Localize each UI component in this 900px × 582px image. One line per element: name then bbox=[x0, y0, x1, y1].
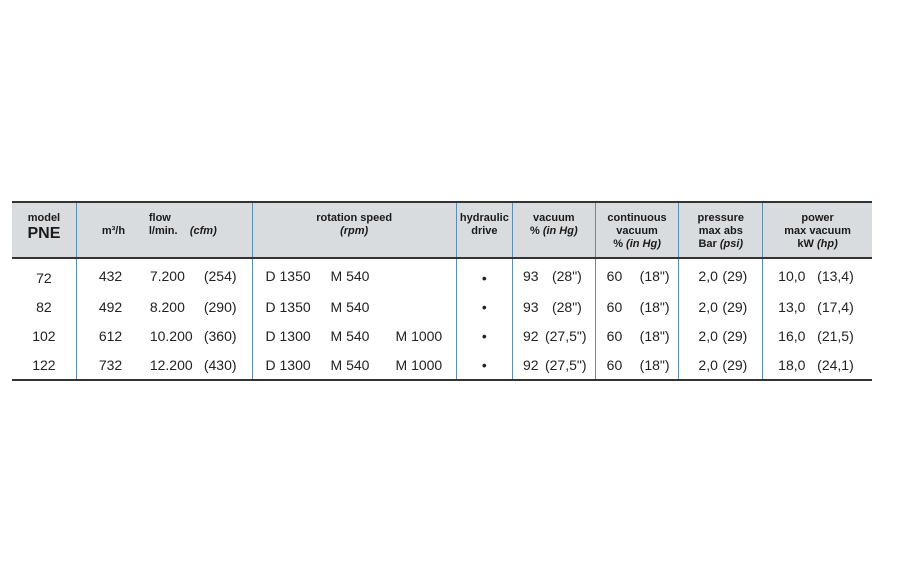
flow-lmin: 12.200 bbox=[149, 356, 193, 373]
continuous-header bbox=[595, 202, 679, 258]
power-line1: power bbox=[801, 212, 834, 224]
power-kw: 13,0 bbox=[778, 298, 806, 315]
speed-d: D 1300 bbox=[265, 327, 311, 344]
continuous-unit-prefix: % bbox=[613, 238, 627, 250]
flow-cell bbox=[76, 350, 252, 380]
power-line2: max vacuum bbox=[784, 225, 851, 237]
flow-cell bbox=[76, 258, 252, 292]
model-label: model bbox=[27, 212, 61, 224]
speed-cell bbox=[252, 321, 456, 350]
flow-lmin: 7.200 bbox=[149, 267, 185, 284]
pressure-psi: (29) bbox=[722, 267, 748, 284]
power-hp: (21,5) bbox=[817, 327, 854, 344]
rotation-title: rotation speed bbox=[316, 212, 393, 224]
model-cell: 102 bbox=[32, 327, 56, 344]
model-cell: 82 bbox=[36, 298, 52, 315]
speed-d: D 1300 bbox=[265, 356, 311, 373]
flow-title: flow bbox=[148, 212, 171, 224]
pressure-cell bbox=[679, 292, 763, 321]
speed-cell bbox=[252, 350, 456, 380]
speed-d: D 1350 bbox=[265, 298, 311, 315]
vacuum-unit: (in Hg) bbox=[542, 225, 578, 237]
continuous-inhg: (18") bbox=[639, 267, 670, 284]
power-cell bbox=[763, 321, 872, 350]
hydraulic-header bbox=[456, 202, 512, 258]
power-hp: (24,1) bbox=[817, 356, 854, 373]
vacuum-cell bbox=[512, 350, 595, 380]
table-row bbox=[12, 292, 872, 321]
pressure-cell bbox=[679, 350, 763, 380]
pressure-line1: pressure bbox=[697, 212, 745, 224]
vacuum-inhg: (28") bbox=[551, 298, 582, 315]
power-cell bbox=[763, 292, 872, 321]
pressure-bar: 2,0 bbox=[698, 356, 718, 373]
continuous-inhg: (18") bbox=[639, 298, 670, 315]
power-unit-prefix: kW bbox=[797, 238, 817, 250]
speed-m: M 540 bbox=[330, 298, 370, 315]
power-hp: (17,4) bbox=[817, 298, 854, 315]
header-row bbox=[12, 202, 872, 258]
continuous-value: 60 bbox=[606, 356, 623, 373]
vacuum-cell bbox=[512, 292, 595, 321]
continuous-line2: vacuum bbox=[616, 225, 658, 237]
drive-cell: • bbox=[456, 321, 512, 350]
flow-m3h-label: m³/h bbox=[101, 225, 126, 237]
vacuum-cell bbox=[512, 321, 595, 350]
drive-cell: • bbox=[456, 350, 512, 380]
flow-m3h: 612 bbox=[98, 327, 123, 344]
pressure-cell bbox=[679, 321, 763, 350]
continuous-inhg: (18") bbox=[639, 356, 670, 373]
pressure-bar: 2,0 bbox=[698, 267, 718, 284]
flow-m3h: 732 bbox=[98, 356, 123, 373]
continuous-value: 60 bbox=[606, 267, 623, 284]
spec-table bbox=[12, 201, 872, 381]
continuous-inhg: (18") bbox=[639, 327, 670, 344]
hydraulic-line2: drive bbox=[471, 225, 498, 237]
continuous-unit: (in Hg) bbox=[626, 238, 661, 250]
speed-m2: M 1000 bbox=[395, 356, 443, 373]
vacuum-value: 92 bbox=[522, 327, 539, 344]
vacuum-title: vacuum bbox=[533, 212, 575, 224]
speed-d: D 1350 bbox=[265, 267, 311, 284]
power-cell bbox=[763, 258, 872, 292]
table-row bbox=[12, 321, 872, 350]
flow-header bbox=[76, 202, 252, 258]
pressure-psi: (29) bbox=[722, 298, 748, 315]
speed-m: M 540 bbox=[330, 356, 370, 373]
pressure-cell bbox=[679, 258, 763, 292]
speed-m2: M 1000 bbox=[395, 327, 443, 344]
flow-m3h: 492 bbox=[98, 298, 123, 315]
vacuum-value: 93 bbox=[522, 267, 539, 284]
drive-cell: • bbox=[456, 258, 512, 292]
pressure-psi: (29) bbox=[722, 327, 748, 344]
vacuum-value: 92 bbox=[522, 356, 539, 373]
continuous-value: 60 bbox=[606, 327, 623, 344]
pressure-line2: max abs bbox=[698, 225, 743, 237]
vacuum-unit-prefix: % bbox=[529, 225, 543, 237]
continuous-cell bbox=[595, 321, 679, 350]
power-cell bbox=[763, 350, 872, 380]
table-row bbox=[12, 350, 872, 380]
flow-lmin: 10.200 bbox=[149, 327, 193, 344]
drive-cell: • bbox=[456, 292, 512, 321]
model-name: PNE bbox=[27, 225, 61, 242]
power-kw: 10,0 bbox=[778, 267, 806, 284]
flow-cell bbox=[76, 321, 252, 350]
continuous-cell bbox=[595, 258, 679, 292]
flow-cfm: (360) bbox=[203, 327, 237, 344]
pressure-bar: 2,0 bbox=[698, 298, 718, 315]
pressure-bar: 2,0 bbox=[698, 327, 718, 344]
pressure-header bbox=[679, 202, 763, 258]
power-header bbox=[763, 202, 872, 258]
flow-cfm: (290) bbox=[203, 298, 237, 315]
model-header bbox=[12, 202, 76, 258]
power-kw: 16,0 bbox=[778, 327, 806, 344]
flow-cfm: (254) bbox=[203, 267, 237, 284]
power-unit: (hp) bbox=[816, 238, 838, 250]
vacuum-cell bbox=[512, 258, 595, 292]
flow-cfm-label: (cfm) bbox=[189, 225, 217, 237]
flow-cell bbox=[76, 292, 252, 321]
vacuum-header bbox=[512, 202, 595, 258]
model-cell: 122 bbox=[32, 356, 56, 373]
continuous-line1: continuous bbox=[607, 212, 667, 224]
continuous-value: 60 bbox=[606, 298, 623, 315]
speed-cell bbox=[252, 292, 456, 321]
power-hp: (13,4) bbox=[817, 267, 854, 284]
vacuum-inhg: (28") bbox=[551, 267, 582, 284]
pressure-unit: (psi) bbox=[719, 238, 744, 250]
pressure-unit-prefix: Bar bbox=[698, 238, 720, 250]
rotation-unit: (rpm) bbox=[340, 225, 369, 237]
hydraulic-line1: hydraulic bbox=[459, 212, 509, 224]
continuous-cell bbox=[595, 292, 679, 321]
vacuum-inhg: (27,5") bbox=[544, 356, 587, 373]
speed-m: M 540 bbox=[330, 327, 370, 344]
vacuum-value: 93 bbox=[522, 298, 539, 315]
vacuum-inhg: (27,5") bbox=[544, 327, 587, 344]
continuous-cell bbox=[595, 350, 679, 380]
power-kw: 18,0 bbox=[778, 356, 806, 373]
speed-cell bbox=[252, 258, 456, 292]
flow-cfm: (430) bbox=[203, 356, 237, 373]
table-row bbox=[12, 258, 872, 292]
speed-m: M 540 bbox=[330, 267, 370, 284]
model-cell: 72 bbox=[36, 269, 52, 286]
flow-lmin-label: l/min. bbox=[148, 225, 178, 237]
pressure-psi: (29) bbox=[722, 356, 748, 373]
flow-m3h: 432 bbox=[98, 267, 123, 284]
flow-lmin: 8.200 bbox=[149, 298, 185, 315]
rotation-header bbox=[252, 202, 456, 258]
